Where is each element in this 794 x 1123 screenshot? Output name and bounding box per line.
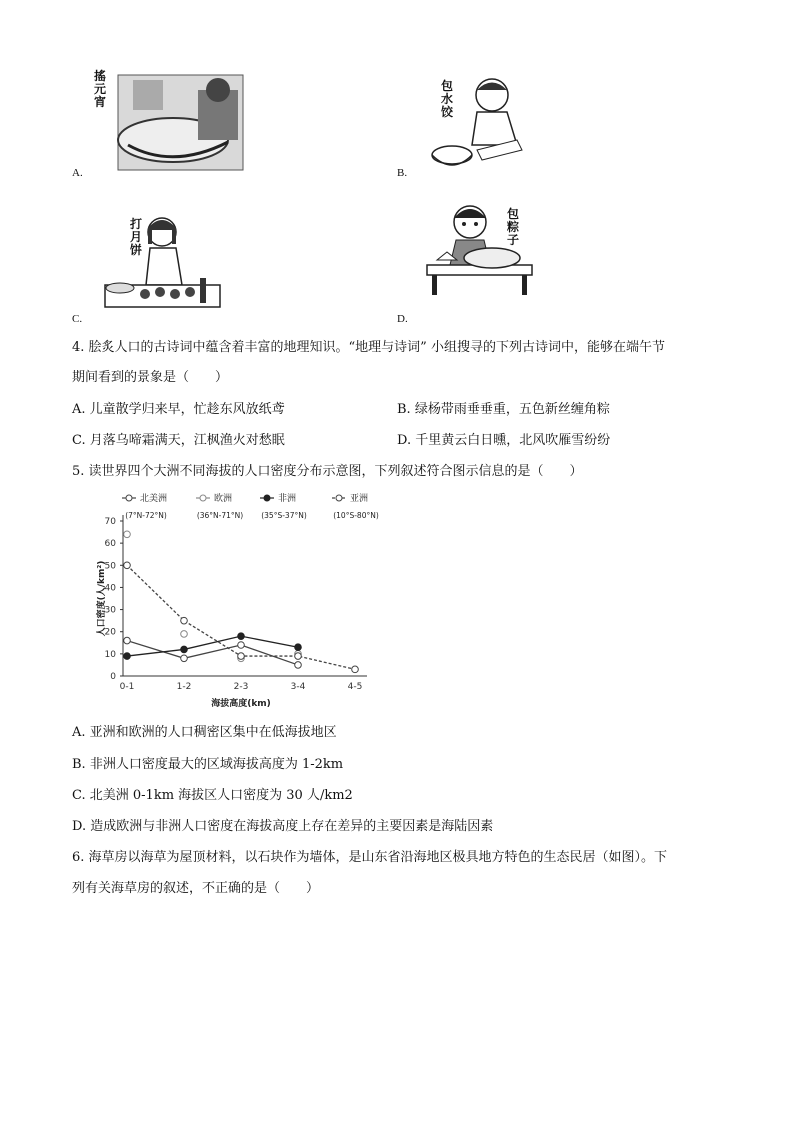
legend-name-亚洲: 亚洲 <box>350 494 369 504</box>
q5-option-c[interactable]: C. 北美洲 0-1km 海拔区人口密度为 30 人/km2 <box>72 788 353 803</box>
q4-option-d[interactable]: D. 千里黄云白日曛，北风吹雁雪纷纷 <box>397 433 611 448</box>
legend-name-北美洲: 北美洲 <box>140 494 168 504</box>
q5-option-d[interactable]: D. 造成欧洲与非洲人口密度在海拔高度上存在差异的主要因素是海陆因素 <box>72 819 494 834</box>
chart-axes <box>95 515 367 709</box>
data-point-北美洲 <box>238 642 245 649</box>
y-tick-label: 50 <box>104 561 116 572</box>
option-label: A. <box>72 167 83 179</box>
y-tick-label: 70 <box>104 517 116 527</box>
data-point-非洲 <box>295 644 302 651</box>
q4-stem-line2: 期间看到的景象是（ ） <box>72 370 229 385</box>
option-label: B. <box>397 167 408 179</box>
data-point-欧洲 <box>124 531 131 538</box>
population-density-chart <box>90 488 400 714</box>
q6-stem-line2: 列有关海草房的叙述，不正确的是（ ） <box>72 881 320 896</box>
legend-range-北美洲: (7°N-72°N) <box>125 511 167 520</box>
data-point-北美洲 <box>295 662 302 669</box>
y-axis-label: 人口密度(人/km²) <box>97 560 107 637</box>
q5-option-b[interactable]: B. 非洲人口密度最大的区域海拔高度为 1-2km <box>72 757 344 772</box>
caption-yuanxiao: 搖 元 宵 <box>94 69 107 109</box>
data-point-欧洲 <box>181 631 188 638</box>
y-tick-label: 10 <box>104 649 116 660</box>
legend-marker-亚洲 <box>336 495 342 501</box>
x-tick-label: 1-2 <box>176 682 192 692</box>
data-point-亚洲 <box>181 617 188 624</box>
q4-stem-line1: 4. 脍炙人口的古诗词中蕴含着丰富的地理知识。“地理与诗词” 小组搜寻的下列古诗词中，能够在端午节 <box>72 340 665 355</box>
y-tick-label: 60 <box>104 539 116 550</box>
data-point-亚洲 <box>124 562 131 569</box>
legend-range-非洲: (35°S-37°N) <box>261 511 307 520</box>
chart-legend <box>122 492 379 520</box>
series-line-非洲 <box>127 636 298 656</box>
x-tick-label: 2-3 <box>233 682 249 692</box>
legend-name-欧洲: 欧洲 <box>214 494 233 504</box>
x-tick-label: 3-4 <box>290 682 306 692</box>
data-point-非洲 <box>238 633 245 640</box>
option-label: D. <box>397 313 408 325</box>
q5-option-a[interactable]: A. 亚洲和欧洲的人口稠密区集中在低海拔地区 <box>72 725 337 740</box>
q5-stem: 5. 读世界四个大洲不同海拔的人口密度分布示意图，下列叙述符合图示信息的是（ ） <box>72 464 583 479</box>
q4-option-b[interactable]: B. 绿杨带雨垂垂重，五色新丝缠角粽 <box>397 402 610 417</box>
legend-marker-非洲 <box>264 495 270 501</box>
data-point-非洲 <box>181 646 188 653</box>
q3-option-d[interactable] <box>397 198 557 328</box>
y-tick-label: 0 <box>110 672 116 682</box>
q3-option-c[interactable] <box>72 210 242 330</box>
q6-stem-line1: 6. 海草房以海草为屋顶材料，以石块作为墙体，是山东省沿海地区极具地方特色的生态民居（如图）。下 <box>72 850 668 865</box>
x-axis-label: 海拔高度(km) <box>211 699 271 709</box>
illustration-yuanxiao <box>88 70 248 175</box>
y-tick-label: 20 <box>104 627 116 638</box>
option-label: C. <box>72 313 83 325</box>
data-point-非洲 <box>124 653 131 660</box>
q4-option-a[interactable]: A. 儿童散学归来早，忙趁东风放纸鸢 <box>72 402 285 417</box>
legend-marker-北美洲 <box>126 495 132 501</box>
q4-option-c[interactable]: C. 月落乌啼霜满天，江枫渔火对愁眠 <box>72 433 285 448</box>
y-tick-label: 30 <box>104 605 116 616</box>
x-tick-label: 0-1 <box>119 682 135 692</box>
data-point-北美洲 <box>124 637 131 644</box>
y-tick-label: 40 <box>104 583 116 594</box>
data-point-亚洲 <box>295 653 302 660</box>
q3-option-b[interactable] <box>397 70 537 180</box>
legend-range-亚洲: (10°S-80°N) <box>333 511 379 520</box>
chart-plot <box>124 531 359 673</box>
illustration-mooncake <box>100 210 230 322</box>
data-point-北美洲 <box>181 655 188 662</box>
caption-zongzi: 包 粽 子 <box>507 207 520 247</box>
data-point-亚洲 <box>238 653 245 660</box>
legend-range-欧洲: (36°N-71°N) <box>196 511 244 520</box>
x-tick-label: 4-5 <box>347 682 363 692</box>
q3-option-a[interactable] <box>72 70 242 180</box>
caption-dumplings: 包 水 饺 <box>441 79 454 119</box>
legend-name-非洲: 非洲 <box>278 494 297 504</box>
legend-marker-欧洲 <box>200 495 206 501</box>
caption-mooncake: 打 月 饼 <box>130 217 143 257</box>
data-point-亚洲 <box>352 666 359 673</box>
